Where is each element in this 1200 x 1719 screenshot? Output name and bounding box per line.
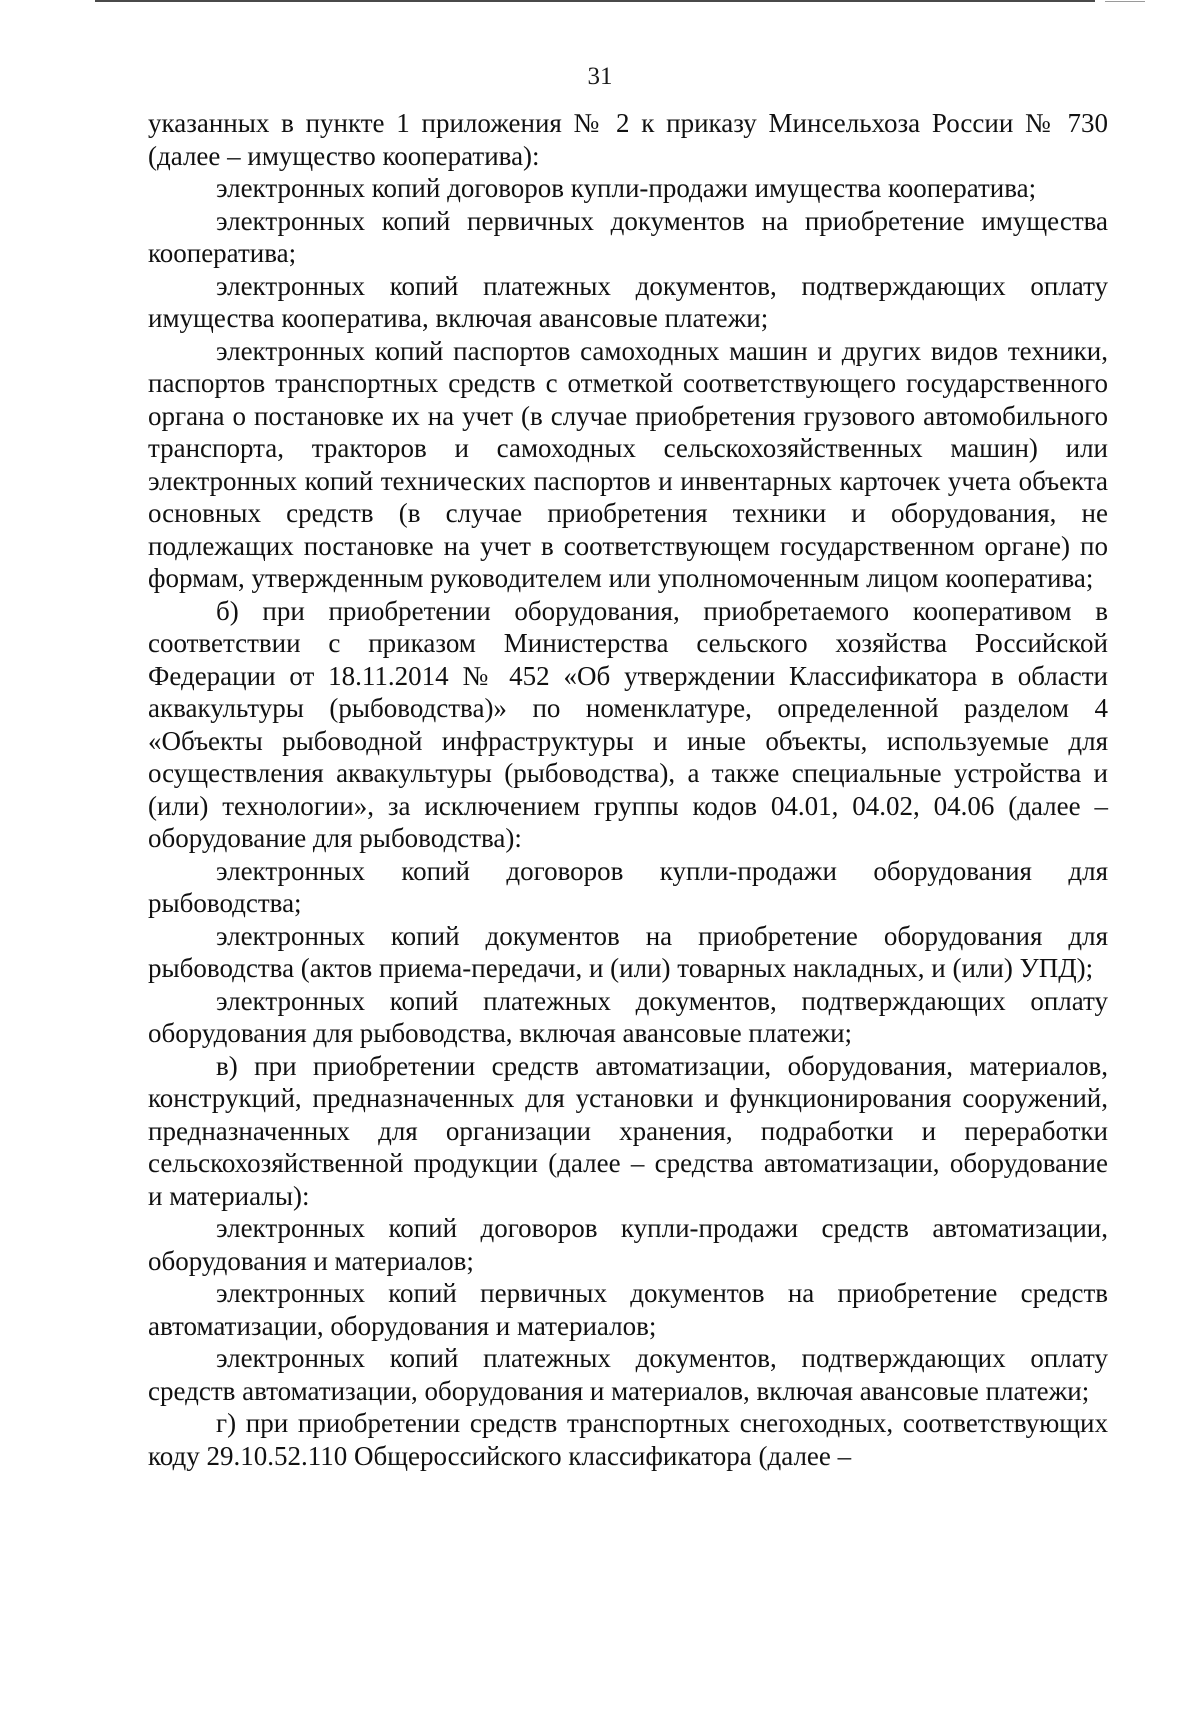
paragraph: электронных копий договоров купли-продажи имущества кооператива; [216,173,1037,203]
document-body [148,107,1108,1472]
page-number: 31 [587,63,613,90]
paragraph: электронных копий договоров купли-продажи оборудования для рыбоводства; [148,855,1108,918]
paragraph: электронных копий первичных документов на приобретение имущества кооператива; [148,205,1108,268]
paragraph: электронных копий платежных документов, подтверждающих оплату средств автоматизации, оборудования и материалов, включая авансовые платежи; [148,1343,1108,1406]
paragraph: г) при приобретении средств транспортных снегоходных, соответствующих коду 29.10.52.110 Общероссийского классификатора (далее – [148,1408,1108,1471]
paragraph: б) при приобретении оборудования, приобретаемого кооперативом в соответствии с приказом Министерства сельского хозяйства Российской Федерации от 18.11.2014 № 452 «Об утверждении Классификатора в области аквакультуры (рыбоводства)» по номенклатуре, определенной разделом 4 «Объекты рыбоводной инфраструктуры и иные объекты, используемые для осуществления аквакультуры (рыбоводства), а также специальные устройства и (или) технологии», за исключением группы кодов 04.01, 04.02, 04.06 (далее – оборудование для рыбоводства): [148,595,1108,853]
paragraph: электронных копий договоров купли-продажи средств автоматизации, оборудования и материалов; [148,1213,1108,1276]
paragraph: электронных копий платежных документов, подтверждающих оплату оборудования для рыбоводства, включая авансовые платежи; [148,985,1108,1048]
top-border-line-fragment [1105,1,1145,2]
top-border-line [95,0,1095,2]
paragraph: указанных в пункте 1 приложения № 2 к приказу Минсельхоза России № 730 (далее – имущество кооператива): [148,108,1108,171]
paragraph: электронных копий документов на приобретение оборудования для рыбоводства (актов приема-передачи, и (или) товарных накладных, и (или) УПД); [148,920,1108,983]
paragraph: электронных копий паспортов самоходных машин и других видов техники, паспортов транспортных средств с отметкой соответствующего государственного органа о постановке их на учет (в случае приобретения грузового автомобильного транспорта, тракторов и самоходных сельскохозяйственных машин) или электронных копий технических паспортов и инвентарных карточек учета объекта основных средств (в случае приобретения техники и оборудования, не подлежащих постановке на учет в соответствующем государственном органе) по формам, утвержденным руководителем или уполномоченным лицом кооператива; [148,335,1108,593]
paragraph: электронных копий первичных документов на приобретение средств автоматизации, оборудования и материалов; [148,1278,1108,1341]
paragraph: в) при приобретении средств автоматизации, оборудования, материалов, конструкций, предназначенных для установки и функционирования сооружений, предназначенных для организации хранения, подработки и переработки сельскохозяйственной продукции (далее – средства автоматизации, оборудование и материалы): [148,1050,1108,1211]
paragraph: электронных копий платежных документов, подтверждающих оплату имущества кооператива, включая авансовые платежи; [148,270,1108,333]
